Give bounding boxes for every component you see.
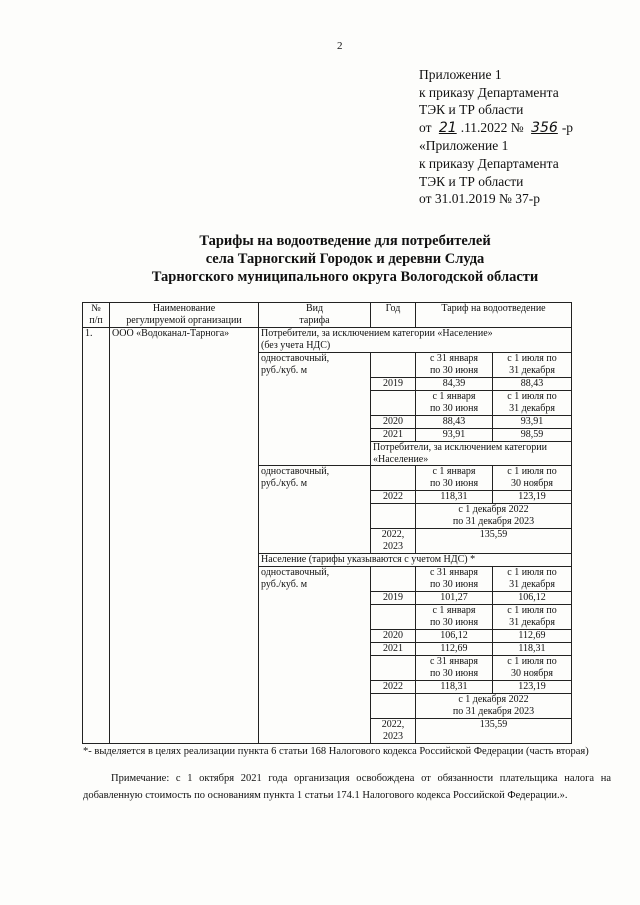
note: Примечание: с 1 октября 2021 года организация освобождена от обязанности плательщика налога на добавленную стоимость по основаниям пункта 1 статьи 174.1 Налогового кодекса Российской Федерации.». [83,773,611,801]
period-cell: с 31 января по 30 июня [416,353,493,378]
period-cell: с 1 июля по 31 декабря [493,605,572,630]
period-cell: с 1 июля по 31 декабря [493,391,572,416]
header-num: № п/п [83,303,110,328]
year-cell: 2022 [371,491,416,504]
date-rest: .11.2022 № [460,119,524,135]
handwritten-day: 21 [438,119,457,136]
period-cell: с 1 декабря 2022 по 31 декабря 2023 [416,504,572,529]
header-type: Вид тарифа [259,303,371,328]
document-title [60,232,630,286]
appendix-line: ТЭК и ТР области [419,102,524,118]
value-cell: 93,91 [416,429,493,442]
period-cell: с 1 декабря 2022 по 31 декабря 2023 [416,694,572,719]
order-suffix: -р [561,119,574,135]
value-cell: 88,43 [416,416,493,429]
period-cell: с 1 января по 30 июня [416,605,493,630]
appendix-line: ТЭК и ТР области [419,173,524,189]
year-cell [371,656,416,681]
org-name: ООО «Водоканал-Тарнога» [110,328,259,744]
handwritten-order-number: 356 [531,119,558,136]
row-number: 1. [83,328,110,744]
year-cell [371,504,416,529]
value-cell: 106,12 [493,592,572,605]
year-cell [371,605,416,630]
value-cell: 106,12 [416,630,493,643]
header-year: Год [371,303,416,328]
value-cell: 118,31 [416,681,493,694]
year-cell: 2019 [371,592,416,605]
period-cell: с 1 июля по 31 декабря [493,567,572,592]
value-cell: 88,43 [493,378,572,391]
period-cell: с 1 января по 30 июня [416,391,493,416]
appendix-line: к приказу Департамента [419,155,559,171]
section-label: Население (тарифы указываются с учетом НДС) * [259,554,572,567]
tariff-type: одноставочный, руб./куб. м [259,567,371,744]
period-cell: с 1 июля по 30 ноября [493,656,572,681]
year-cell: 2020 [371,416,416,429]
table-header-row [83,303,572,328]
value-cell: 112,69 [493,630,572,643]
year-cell: 2020 [371,630,416,643]
year-cell: 2019 [371,378,416,391]
value-cell: 123,19 [493,681,572,694]
value-cell: 118,31 [493,643,572,656]
period-cell: с 31 января по 30 июня [416,567,493,592]
year-cell [371,353,416,378]
period-cell: с 1 июля по 30 ноября [493,466,572,491]
title-line: Тарифы на водоотведение для потребителей [199,233,491,249]
year-cell [371,391,416,416]
page-number: 2 [337,40,343,52]
appendix-line: к приказу Департамента [419,84,559,100]
value-cell: 135,59 [416,529,572,554]
year-cell [371,567,416,592]
value-cell: 135,59 [416,719,572,744]
appendix-line: от 31.01.2019 № 37-р [419,191,540,207]
value-cell: 98,59 [493,429,572,442]
value-cell: 101,27 [416,592,493,605]
section-label: Потребители, за исключением категории «Население» (без учета НДС) [259,328,572,353]
header-org: Наименование регулируемой организации [110,303,259,328]
appendix-line: Приложение 1 [419,67,502,82]
header-tariff: Тариф на водоотведение [416,303,572,328]
period-cell: с 1 января по 30 июня [416,466,493,491]
period-cell: с 31 января по 30 июня [416,656,493,681]
year-cell: 2021 [371,643,416,656]
title-line: Тарногского муниципального округа Вологодской области [151,269,539,285]
year-cell [371,466,416,491]
period-cell: с 1 июля по 31 декабря [493,353,572,378]
footnote: *- выделяется в целях реализации пункта 6 статьи 168 Налогового кодекса Российской Федерации (часть вторая) [83,746,589,757]
date-prefix: от [419,119,432,135]
table-row [83,328,572,353]
tariff-table [82,302,572,744]
section-label: Потребители, за исключением категории «Население» [371,442,572,466]
value-cell: 93,91 [493,416,572,429]
appendix-line: «Приложение 1 [419,138,509,154]
value-cell: 118,31 [416,491,493,504]
appendix-date-line [419,119,573,138]
value-cell: 123,19 [493,491,572,504]
year-cell: 2021 [371,429,416,442]
tariff-type: одноставочный, руб./куб. м [259,466,371,554]
tariff-type: одноставочный, руб./куб. м [259,353,371,466]
value-cell: 84,39 [416,378,493,391]
year-cell: 2022, 2023 [371,719,416,744]
appendix-block [419,66,573,208]
title-line: села Тарногский Городок и деревни Слуда [205,251,485,267]
value-cell: 112,69 [416,643,493,656]
year-cell: 2022, 2023 [371,529,416,554]
year-cell: 2022 [371,681,416,694]
year-cell [371,694,416,719]
